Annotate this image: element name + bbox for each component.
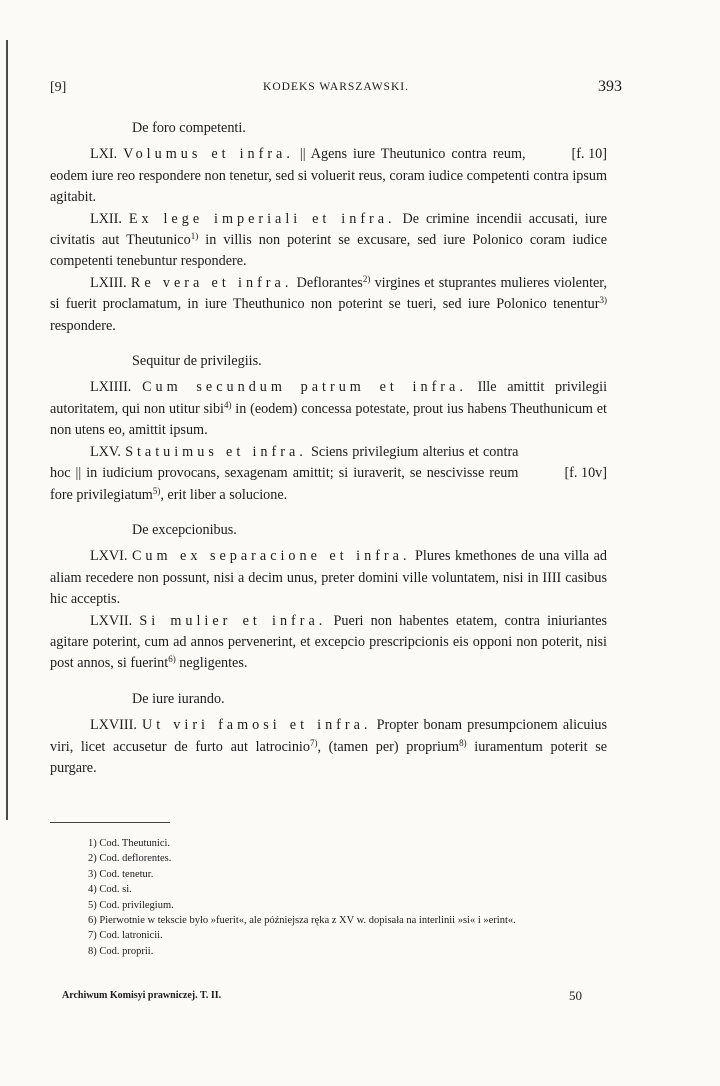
para-text: iuramentum poterit se purgare. (50, 738, 608, 776)
signature-line: Archiwum Komisyi prawniczej. T. II. (62, 990, 222, 1001)
footnote-ref: 3) (599, 295, 607, 306)
paragraph-lxiiii (50, 377, 607, 441)
para-number: LXIII. (90, 274, 127, 291)
para-number: LXVIII. (90, 717, 137, 734)
para-number: LXII. (90, 210, 122, 227)
footnote-ref: 5) (152, 485, 161, 496)
footnote-ref: 4) (224, 399, 232, 410)
footnote: 4) Cod. si. (88, 884, 132, 896)
para-text: virgines et stuprantes mulieres violenter, si fuerit proclamatum, in iure Theuthunico non poterint se tueri, sed iure Polonico tenentur (50, 274, 608, 313)
incipit: Cum ex separacione et infra. (131, 548, 411, 565)
section-heading: De iure iurando. (132, 690, 225, 707)
paragraph-lxii (50, 209, 607, 273)
para-text: , erit liber a solucione. (160, 486, 288, 503)
incipit: Statuimus et infra. (125, 443, 307, 460)
para-text: Deflorantes (296, 274, 363, 291)
para-text: Sciens privilegium alterius et contra hoc || in iudicium provocans, sexagenam amittit; si iuraverit, se nescivisse reum fore privilegiatum (50, 443, 519, 503)
footnote-ref: 2) (362, 273, 371, 284)
para-number: LXV. (90, 443, 121, 460)
para-text: De crimine incendii accusati, iure civitatis aut Theutunico (50, 210, 607, 249)
footnote-ref: 1) (190, 231, 199, 242)
incipit: Si mulier et infra. (139, 612, 327, 629)
incipit: Re vera et infra. (130, 274, 293, 291)
incipit: Volumus et infra. (123, 146, 294, 163)
binding-edge (6, 40, 8, 820)
footnotes (62, 836, 618, 959)
para-text: Plures kmethones de una villa ad aliam recedere non possunt, nisi a decim unus, preter domini ville voluntatem, nisi in IIII casibus hic acceptis. (50, 548, 608, 608)
para-text: Ille amittit privilegii autoritatem, qui non utitur sibi (50, 379, 608, 417)
incipit: Ut viri famosi et infra. (142, 717, 372, 734)
section-heading: De foro competenti. (132, 120, 246, 136)
para-text: negligentes. (179, 655, 248, 672)
paragraph-lxiii (50, 273, 607, 337)
footnote: 3) Cod. tenetur. (88, 868, 154, 880)
paragraph-lxv (50, 442, 607, 506)
section-heading: De excepcionibus. (132, 521, 237, 538)
incipit: Cum secundum patrum et infra. (142, 379, 467, 396)
footnote-ref: 6) (168, 654, 176, 665)
footnote-ref: 7) (309, 737, 318, 748)
para-number: LXVI. (90, 548, 128, 565)
running-head: KODEKS WARSZAWSKI. (263, 81, 409, 93)
footnote: 2) Cod. deflorentes. (88, 853, 172, 865)
incipit: Ex lege imperiali et infra. (128, 210, 396, 227)
page-body (50, 118, 607, 779)
footnote: 1) Cod. Theutunici. (88, 838, 171, 849)
paragraph-lxvi (50, 546, 607, 610)
paragraph-lxvii (50, 611, 607, 675)
folio-marker: [f. 10v] (564, 464, 607, 481)
para-number: LXVII. (90, 612, 133, 629)
page-bracket-number: [9] (50, 80, 67, 95)
para-text: in villis non poterint se excusare, sed iure Polonico coram iudice competenti tenebuntur respondere. (50, 232, 608, 270)
footnote: 6) Pierwotnie w tekscie było »fuerit«, ale późniejsza ręka z XV w. dopisała na interlinii »si« i »erint«. (88, 915, 516, 927)
page-number: 393 (598, 78, 622, 95)
section-heading: Sequitur de privilegiis. (132, 353, 262, 370)
para-text: Propter bonam presumpcionem alicuius viri, licet accusetur de furto aut latrocinio (50, 717, 608, 755)
para-text: in (eodem) concessa potestate, prout ius habens Theuthunicum et non utens eo, amittit ipsum. (50, 400, 607, 439)
footnote: 5) Cod. privilegium. (88, 899, 174, 911)
paragraph-lxi (50, 144, 607, 208)
para-text: || Agens iure Theutunico contra reum, eodem iure reo respondere non tenetur, sed si voluerit reus, coram iudice competenti contra ipsum agitabit. (50, 146, 607, 206)
footnote-divider (50, 822, 170, 823)
para-text: Pueri non habentes etatem, contra iniuriantes agitare poterint, cum ad annos pervenerint, et excepcio prescripcionis eis opponi non poterit, nisi post annos, si fuerint (50, 612, 608, 672)
footnote: 7) Cod. latronicii. (88, 930, 163, 942)
sheet-number: 50 (569, 988, 582, 1003)
paragraph-lxviii (50, 715, 607, 779)
footnote-ref: 8) (459, 737, 467, 748)
para-text: , (tamen per) proprium (317, 738, 460, 755)
page-header (50, 78, 622, 100)
para-number: LXIIII. (90, 379, 132, 396)
para-text: respondere. (50, 317, 116, 334)
para-number: LXI. (90, 146, 118, 163)
folio-marker: [f. 10] (571, 146, 607, 163)
page-footer (62, 990, 582, 1001)
footnote: 8) Cod. proprii. (88, 945, 154, 957)
